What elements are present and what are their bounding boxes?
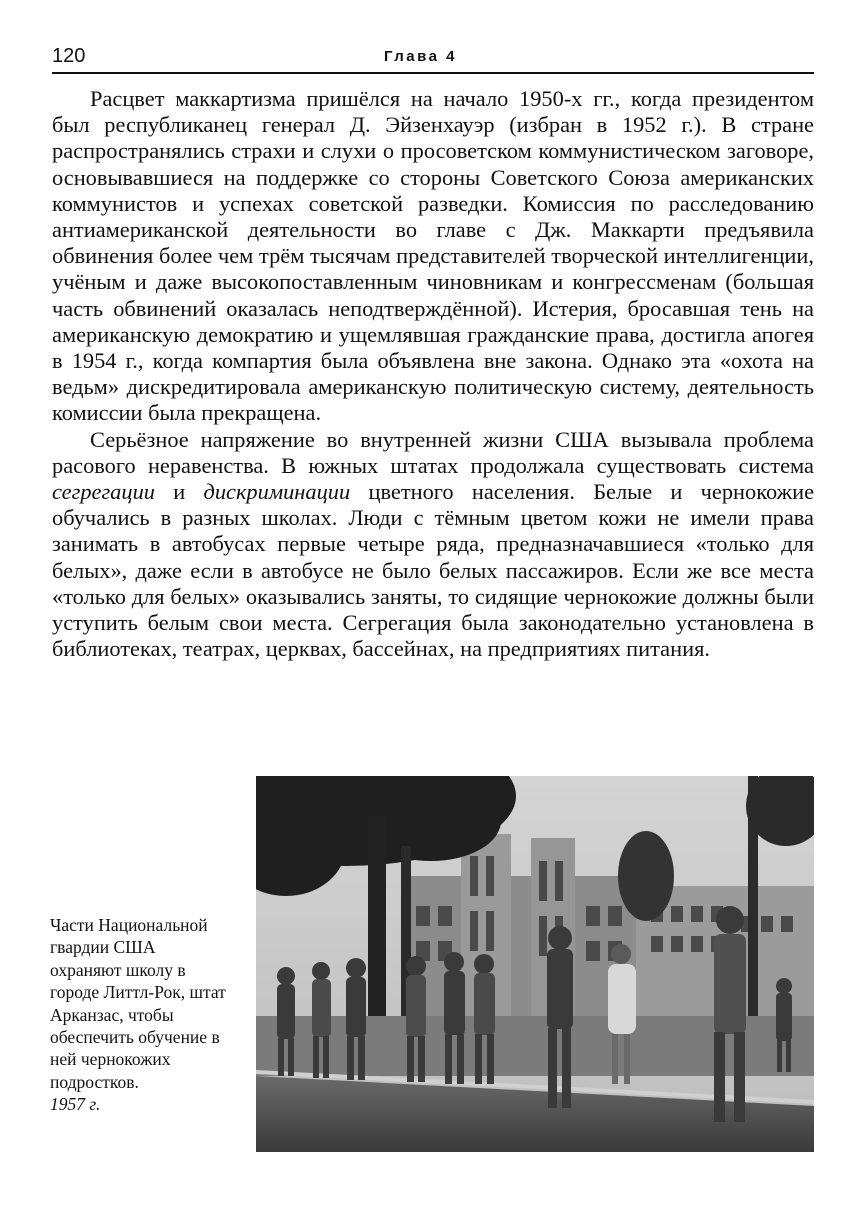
photo-national-guard-little-rock [256,776,814,1152]
caption-text: Части Национальной гвардии США охраняют школу в городе Литтл-Рок, штат Арканзас, чтобы обеспечить обучение в ней чернокожих подростков. [50,915,226,1092]
chapter-title: Глава 4 [384,48,458,65]
page-header [52,44,814,74]
paragraph-mccarthyism: Расцвет маккартизма пришёлся на начало 1950-х гг., когда президентом был республиканец генерал Д. Эйзенхауэр (избран в 1952 г.). В стране распространялись страхи и слухи о просоветском коммунистическом заговоре, основывавшиеся на поддержке со стороны Советского Союза американских коммунистов и успехах советской разведки. Комиссия по расследованию антиамериканской деятельности во главе с Дж. Маккарти предъявила обвинения более чем трём тысячам представителей творческой интеллигенции, учёным и даже высокопоставленным чиновникам и конгрессменам (большая часть обвинений оказалась неподтверждённой). Истерия, бросавшая тень на американскую демократию и ущемлявшая гражданские права, достигла апогея в 1954 г., когда компартия была объявлена вне закона. Однако эта «охота на ведьм» дискредитировала американскую политическую систему, деятельность комиссии была прекращена. [52,86,814,426]
paragraph-text-part: цветного населения. Белые и чернокожие обучались в разных школах. Люди с тёмным цветом кожи не имели права занимать в автобусах первые четыре ряда, предназначавшиеся «только для белых», даже если в автобусе не было белых пассажиров. Если же все места «только для белых» оказывались заняты, то сидящие чернокожие должны были уступить белым свои места. Сегрегация была законодательно установлена в библиотеках, театрах, церквах, бассейнах, на предприятиях питания. [52,479,815,662]
term-discrimination: дискриминации [203,479,351,505]
photo-illustration [256,776,814,1152]
term-segregation: сегрегации [52,479,155,505]
photo-caption [50,914,226,1116]
body-text [52,86,814,662]
paragraph-text-part: и [154,479,204,505]
paragraph-racial-inequality [52,427,814,663]
page-number: 120 [52,45,86,67]
paragraph-text-part: Серьёзное напряжение во внутренней жизни США вызывала проблема расового неравенства. В южных штатах продолжала существовать система [52,426,814,478]
caption-year: 1957 г. [50,1094,101,1115]
